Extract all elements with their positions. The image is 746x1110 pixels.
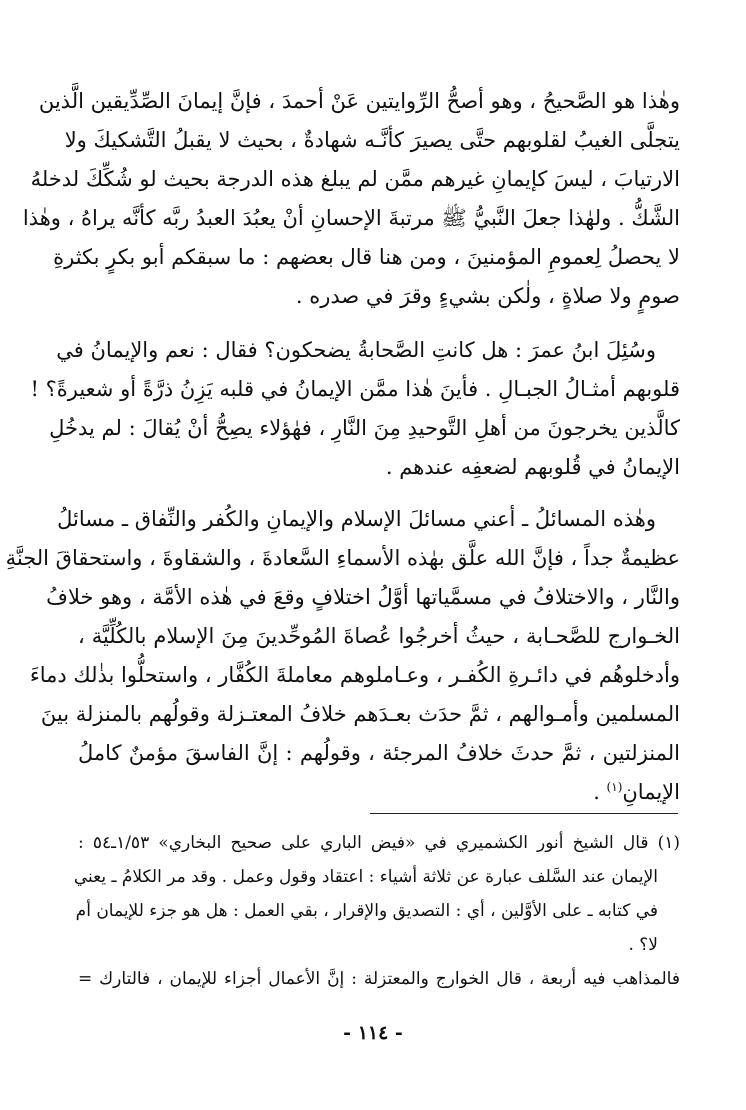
text-line: لا يحصلُ لِعمومِ المؤمنينَ ، ومن هنا قال بعضهم : ما سبقكم أبو بكرٍ بكثرةِ (53, 245, 680, 269)
footnote-continuation (78, 962, 680, 996)
text-line: وهٰذا هو الصَّحيحُ ، وهو أصحُّ الرِّوايتين عَنْ أحمدَ ، فإنَّ إيمانَ الصِّدِّيقين الَّذين (38, 89, 680, 113)
footnote-line: الإيمان عند السَّلف عبارة عن ثلاثة أشياء : اعتقاد وقول وعمل . وقد مر الكلامُ ـ يعني (73, 867, 658, 887)
text-line: يتجلَّى الغيبُ لقلوبهم حتَّى يصيرَ كأنَّـه شهادةٌ ، بحيث لا يقبلُ التَّشكيكَ ولا (64, 128, 680, 152)
footnote-line: (١) قال الشيخ أنور الكشميري في «فيض الباري على صحيح البخاري» ١/٥٣ـ٥٤ : (78, 833, 681, 853)
footnote-line: في كتابه ـ على الأوَّلين ، أي : التصديق والإقرار ، بقي العمل : هل هو جزء للإيمان أم (75, 901, 658, 921)
paragraph-2 (30, 331, 680, 487)
text-line: الإيمانُ في قُلوبهم لضعفِه عندهم . (385, 455, 680, 479)
footnote-reference[interactable]: (١) (606, 780, 623, 794)
page-number: - ١١٤ - (343, 1022, 403, 1044)
text-line: المسلمين وأمـوالهم ، ثمَّ حدَث بعـدَهم خلافُ المعتـزلة وقولُهم بالمنزلة بينَ (40, 702, 680, 726)
footnote-line: لا؟ . (628, 935, 658, 955)
footnote-divider (370, 813, 678, 814)
text-line: الارتيابَ ، ليسَ كإيمانِ غيرهم ممَّن لم يبلغ هذه الدرجة بحيث لو شُكِّكَ لدخلهُ (30, 167, 680, 191)
paragraph-3 (5, 500, 680, 812)
text-line: والنَّار ، والاختلافُ في مسمَّياتها أوَّلُ اختلافٍ وقعَ في هٰذه الأمَّة ، وهو خلافُ (46, 585, 680, 609)
text-fragment: الإيمانِ (622, 780, 680, 804)
text-line: الخـوارج للصَّحـابة ، حيثُ أخرجُوا عُصاةَ المُوحِّدينَ مِنَ الإسلام بالكُلِّيَّة ، (78, 624, 680, 648)
text-line: صومٍ ولا صلاةٍ ، ولٰكن بشيءٍ وقرَ في صدره . (295, 284, 680, 308)
footnote-line: فالمذاهب فيه أربعة ، قال الخوارج والمعتزلة : إنَّ الأعمال أجزاء للإيمان ، فالتارك = (78, 969, 680, 989)
text-line: المنزلتين ، ثمَّ حدثَ خلافُ المرجئة ، وقولُهم : إنَّ الفاسقَ مؤمنٌ كاملُ (78, 741, 680, 765)
text-line: عظيمةٌ جداً ، فإنَّ الله علَّق بهٰذه الأسماءِ السَّعادةَ ، والشقاوةَ ، واستحقاقَ الجنَّةِ (5, 546, 680, 570)
paragraph-1 (22, 82, 680, 316)
text-line: وهٰذه المسائلُ ـ أعني مسائلَ الإسلام والإيمانِ والكُفر والنِّفاق ـ مسائلُ (57, 507, 656, 531)
text-line: وسُئِلَ ابنُ عمرَ : هل كانتِ الصَّحابةُ يضحكون؟ فقال : نعم والإيمانُ في (56, 338, 656, 362)
text-line-with-footnote (78, 773, 680, 812)
footnote-block (73, 826, 681, 962)
text-line: الشَّكُّ . ولهٰذا جعلَ النَّبيُّ ﷺ مرتبةَ الإحسانِ أنْ يعبُدَ العبدُ ربَّه كأنَّه يراهُ ، وهٰذا (22, 206, 680, 230)
text-line: وأدخلوهُم في دائـرةِ الكُفـر ، وعـاملوهم معاملةَ الكُفَّار ، واستحلُّوا بذٰلك دماءَ (29, 663, 680, 687)
text-line: كالَّذين يخرجونَ من أهلِ التَّوحيدِ مِنَ النَّارِ ، فهٰؤلاء يصِحُّ أنْ يُقالَ : لم يدخُلِ (49, 416, 680, 440)
text-fragment: . (593, 780, 607, 804)
text-line: قلوبهم أمثـالُ الجبـالِ . فأينَ هٰذا ممَّن الإيمانُ في قلبه يَزِنُ ذرَّةً أو شعيرةً؟ ! (30, 377, 680, 401)
